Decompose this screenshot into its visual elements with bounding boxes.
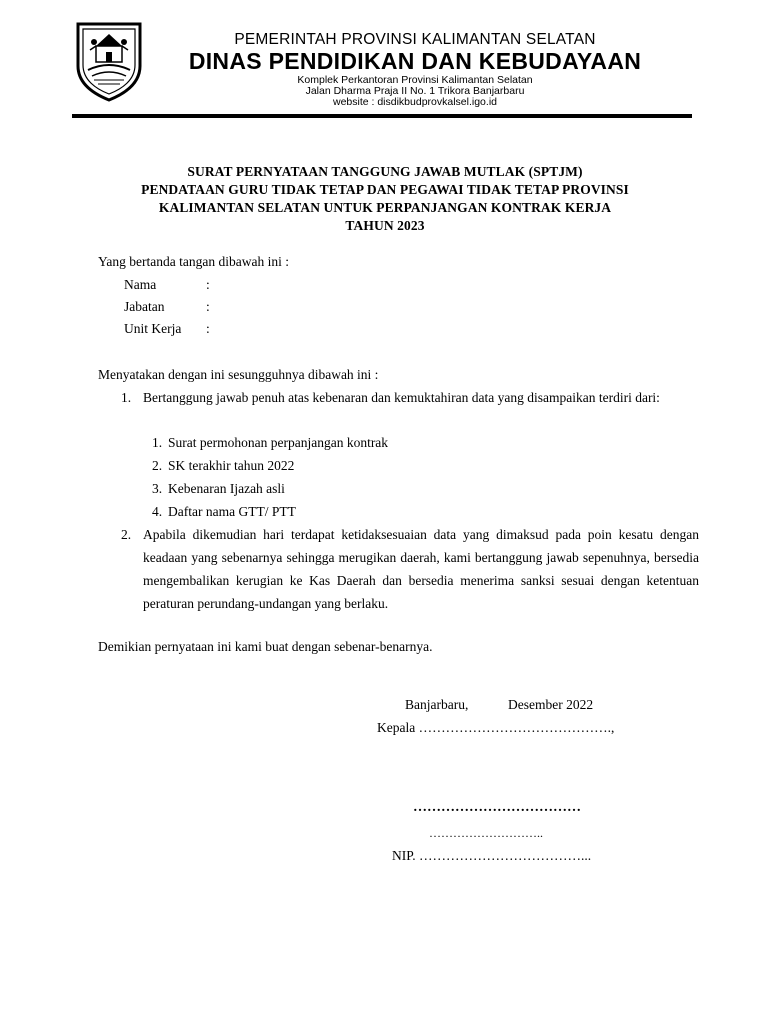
point-number: 2. bbox=[121, 527, 132, 542]
closing-text: Demikian pernyataan ini kami buat dengan sebenar-benarnya. bbox=[98, 639, 433, 654]
signature-date: Desember 2022 bbox=[508, 697, 594, 712]
document-title-line-2: PENDATAAN GURU TIDAK TETAP DAN PEGAWAI TIDAK TETAP PROVINSI bbox=[141, 182, 629, 197]
point-number: 1. bbox=[121, 390, 132, 405]
intro-text: Yang bertanda tangan dibawah ini : bbox=[98, 254, 289, 269]
point-2-text: Apabila dikemudian hari terdapat ketidaksesuaian data yang dimaksud pada poin kesatu dengan keadaan yang sebenarnya sehingga merugikan daerah, kami bertanggung jawab sepenuhnya, bersedia mengembalikan kerugian ke Kas Daerah dan bersedia menerima sanksi sesuai dengan ketentuan peraturan perundang-undangan yang berlaku. bbox=[143, 527, 699, 611]
field-colon: : bbox=[206, 277, 210, 292]
document-title-line-1: SURAT PERNYATAAN TANGGUNG JAWAB MUTLAK (SPTJM) bbox=[187, 164, 583, 179]
subitem-text: SK terakhir tahun 2022 bbox=[168, 458, 295, 473]
signature-position: Kepala ……………………………………., bbox=[377, 720, 615, 735]
signature-rank-dots: ……………………….. bbox=[429, 826, 543, 840]
subitem-text: Kebenaran Ijazah asli bbox=[168, 481, 285, 496]
letterhead-address-street: Jalan Dharma Praja II No. 1 Trikora Banjarbaru bbox=[305, 85, 525, 97]
document-title-line-4: TAHUN 2023 bbox=[345, 218, 425, 233]
signature-nip: NIP. ………………………………... bbox=[392, 848, 592, 863]
subitem-number: 1. bbox=[152, 435, 163, 450]
field-label-unit-kerja: Unit Kerja bbox=[124, 321, 182, 336]
subitem-text: Daftar nama GTT/ PTT bbox=[168, 504, 296, 519]
subitem-text: Surat permohonan perpanjangan kontrak bbox=[168, 435, 389, 450]
letterhead-divider bbox=[72, 114, 692, 118]
subitem-number: 2. bbox=[152, 458, 163, 473]
field-label-nama: Nama bbox=[124, 277, 157, 292]
letterhead-government: PEMERINTAH PROVINSI KALIMANTAN SELATAN bbox=[234, 31, 596, 48]
letterhead-address-complex: Komplek Perkantoran Provinsi Kalimantan Selatan bbox=[297, 74, 533, 86]
point-1-text: Bertanggung jawab penuh atas kebenaran dan kemuktahiran data yang disampaikan terdiri dari: bbox=[143, 390, 660, 405]
subitem-number: 3. bbox=[152, 481, 163, 496]
signature-place: Banjarbaru, bbox=[405, 697, 469, 712]
letterhead-website: website : disdikbudprovkalsel.igo.id bbox=[332, 96, 497, 108]
letterhead-agency: DINAS PENDIDIKAN DAN KEBUDAYAAN bbox=[188, 48, 642, 74]
statement-intro: Menyatakan dengan ini sesungguhnya dibawah ini : bbox=[98, 367, 379, 382]
document-title-line-3: KALIMANTAN SELATAN UNTUK PERPANJANGAN KONTRAK KERJA bbox=[158, 200, 612, 215]
kalimantan-selatan-crest-icon bbox=[72, 20, 146, 102]
signature-name-dots: ……………………………… bbox=[413, 800, 581, 815]
field-colon: : bbox=[206, 299, 210, 314]
field-label-jabatan: Jabatan bbox=[124, 299, 165, 314]
subitem-number: 4. bbox=[152, 504, 163, 519]
field-colon: : bbox=[206, 321, 210, 336]
